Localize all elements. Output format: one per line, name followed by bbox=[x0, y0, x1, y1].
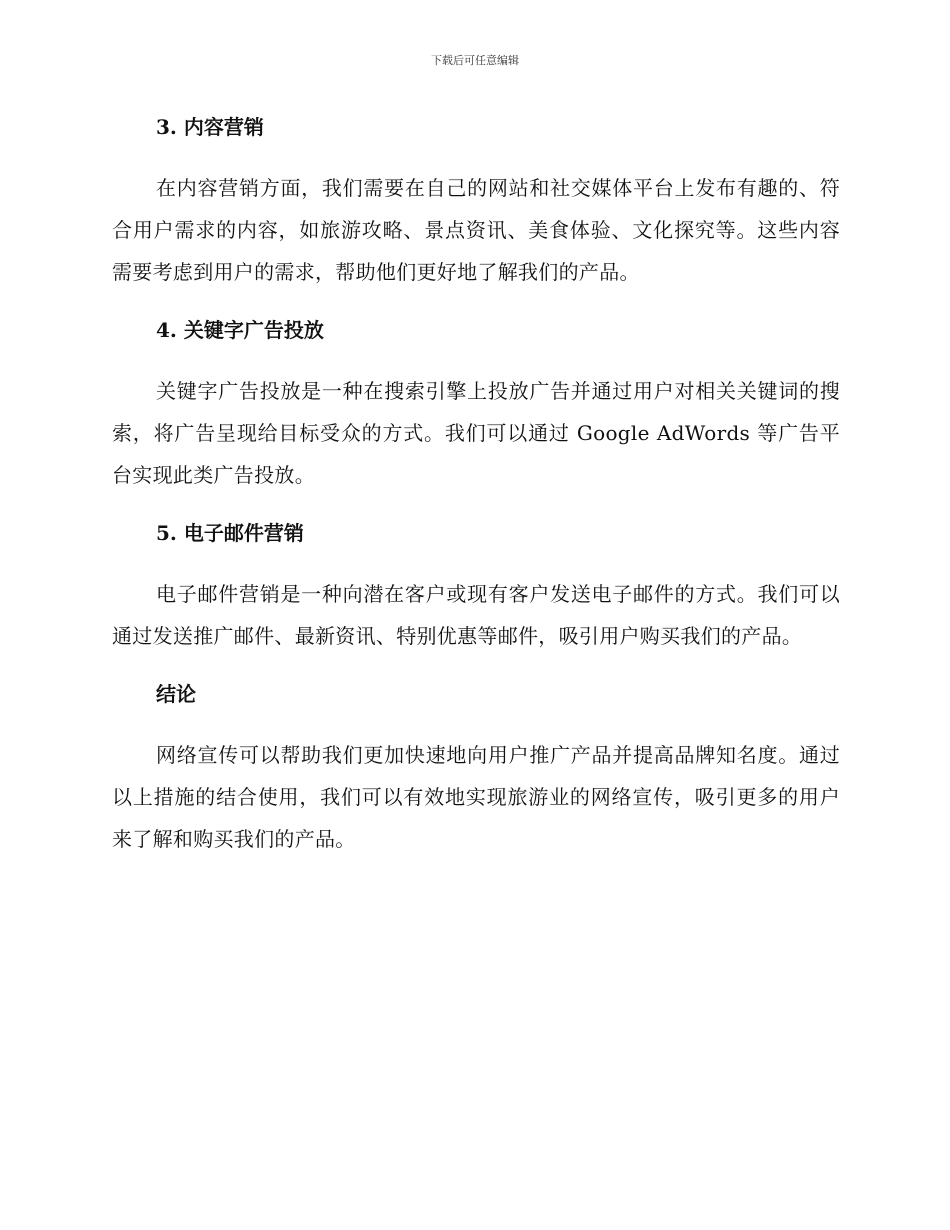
section-paragraph: 在内容营销方面，我们需要在自己的网站和社交媒体平台上发布有趣的、符合用户需求的内容，如旅游攻略、景点资讯、美食体验、文化探究等。这些内容需要考虑到用户的需求，帮助他们更好地了解我们的产品。 bbox=[112, 176, 840, 284]
document-body bbox=[112, 112, 840, 860]
section-email-marketing bbox=[112, 518, 840, 679]
section-paragraph: 网络宣传可以帮助我们更加快速地向用户推广产品并提高品牌知名度。通过以上措施的结合使用，我们可以有效地实现旅游业的网络宣传，吸引更多的用户来了解和购买我们的产品。 bbox=[112, 743, 840, 851]
section-heading: 3. 内容营销 bbox=[156, 115, 264, 139]
page-header: 下载后可任意编辑 bbox=[431, 54, 519, 67]
section-keyword-ads bbox=[112, 315, 840, 518]
section-paragraph: 关键字广告投放是一种在搜索引擎上投放广告并通过用户对相关关键词的搜索，将广告呈现给目标受众的方式。我们可以通过 Google AdWords 等广告平台实现此类广告投放。 bbox=[112, 379, 840, 487]
section-heading: 4. 关键字广告投放 bbox=[156, 318, 324, 342]
section-content-marketing bbox=[112, 112, 840, 315]
section-conclusion bbox=[112, 679, 840, 860]
section-paragraph: 电子邮件营销是一种向潜在客户或现有客户发送电子邮件的方式。我们可以通过发送推广邮件、最新资讯、特别优惠等邮件，吸引用户购买我们的产品。 bbox=[112, 582, 840, 648]
section-heading: 结论 bbox=[156, 682, 196, 706]
section-heading: 5. 电子邮件营销 bbox=[156, 521, 304, 545]
